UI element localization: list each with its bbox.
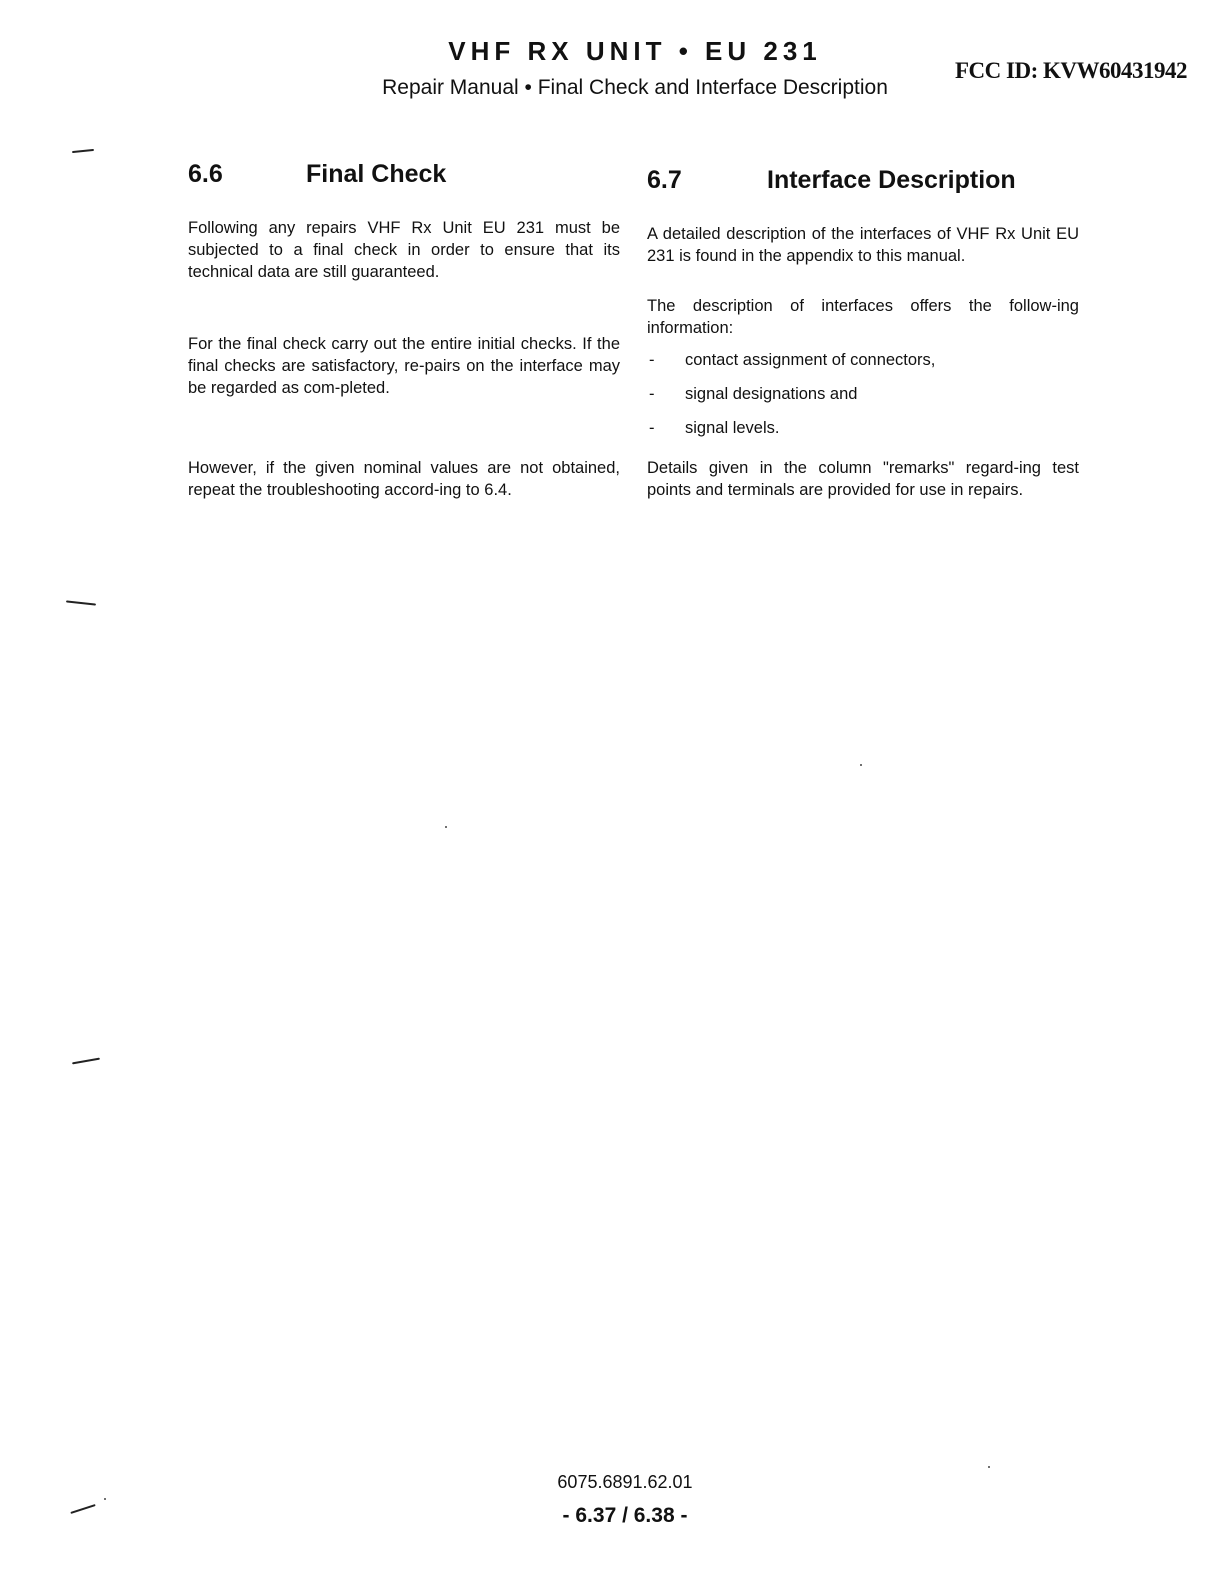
page-number: - 6.37 / 6.38 - — [562, 1504, 688, 1527]
dash-bullet: - — [649, 351, 655, 369]
section-heading — [188, 160, 620, 189]
paragraph: Details given in the column "remarks" regard-ing test points and terminals are provided for use in repairs. — [647, 459, 1079, 499]
scan-speck — [860, 764, 862, 766]
binding-hole-mark — [72, 1058, 100, 1065]
list-item-text: contact assignment of connectors, — [685, 351, 936, 369]
section-final-check — [188, 160, 620, 501]
section-number: 6.6 — [188, 160, 223, 188]
scan-speck — [988, 1466, 990, 1468]
paragraph: For the final check carry out the entire initial checks. If the final checks are satisfactory, re-pairs on the interface may be regarded as com-pleted. — [188, 335, 620, 397]
scan-speck — [445, 826, 447, 828]
binding-hole-mark — [72, 149, 94, 153]
scan-speck — [104, 1498, 106, 1500]
dash-bullet: - — [649, 419, 655, 437]
binding-hole-mark — [66, 600, 96, 605]
paragraph: A detailed description of the interfaces of VHF Rx Unit EU 231 is found in the appendix to this manual. — [647, 225, 1079, 265]
list-item-text: signal levels. — [685, 419, 780, 437]
list-item — [647, 417, 1079, 439]
section-interface-description — [647, 166, 1079, 501]
interface-info-list — [647, 349, 1079, 439]
paragraph: Following any repairs VHF Rx Unit EU 231 must be subjected to a final check in order to ensure that its technical data are still guaranteed. — [188, 219, 620, 281]
document-subtitle: Repair Manual • Final Check and Interface Description — [382, 76, 888, 99]
list-item — [647, 383, 1079, 405]
document-title: VHF RX UNIT • EU 231 — [448, 36, 822, 66]
fcc-id-stamp: FCC ID: KVW60431942 — [955, 58, 1187, 83]
paragraph: However, if the given nominal values are not obtained, repeat the troubleshooting accord-ing to 6.4. — [188, 459, 620, 499]
document-number: 6075.6891.62.01 — [557, 1472, 693, 1492]
paragraph: The description of interfaces offers the follow-ing information: — [647, 297, 1079, 337]
section-title: Final Check — [306, 160, 447, 188]
section-number: 6.7 — [647, 166, 682, 194]
section-title: Interface Description — [767, 166, 1016, 194]
binding-hole-mark — [70, 1504, 95, 1514]
list-item-text: signal designations and — [685, 385, 858, 403]
list-item — [647, 349, 1079, 371]
section-heading — [647, 166, 1079, 195]
dash-bullet: - — [649, 385, 655, 403]
